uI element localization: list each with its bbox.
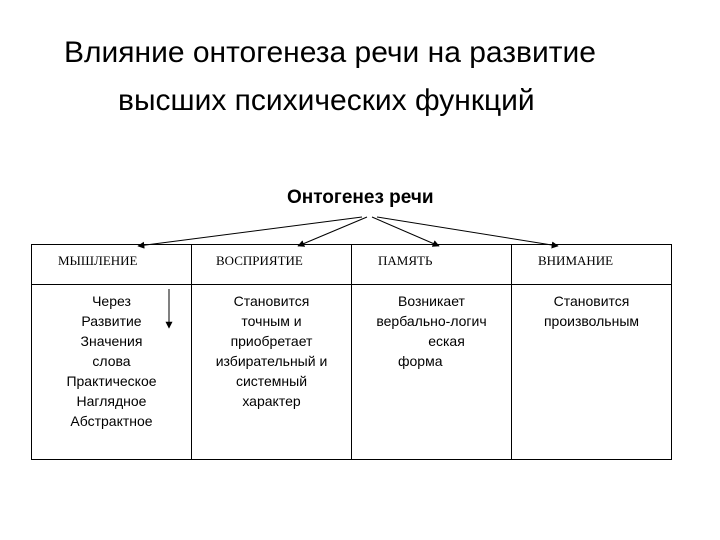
perception-line: избирательный и: [215, 353, 328, 369]
cell-memory: [352, 285, 512, 460]
perception-line: приобретает: [230, 333, 313, 349]
perception-line: точным и: [241, 313, 302, 329]
functions-table: [31, 244, 672, 460]
memory-line: Возникает: [398, 293, 465, 309]
attention-line: произвольным: [543, 313, 640, 329]
memory-line: форма: [398, 353, 443, 369]
cell-attention: [512, 285, 672, 460]
perception-line: системный: [235, 373, 308, 389]
thinking-line: Абстрактное: [70, 413, 153, 429]
thinking-line: Практическое: [66, 373, 157, 389]
memory-line: вербально-логич: [376, 313, 487, 329]
cell-perception: [192, 285, 352, 460]
arrow-to-attention: [377, 217, 558, 246]
memory-line: еская: [428, 333, 465, 349]
header-attention: ВНИМАНИЕ: [512, 245, 672, 285]
arrow-to-perception: [298, 217, 367, 246]
perception-line: характер: [242, 393, 301, 409]
table-header-row: [32, 245, 672, 285]
thinking-line: Развитие: [81, 313, 142, 329]
root-node-label: Онтогенез речи: [287, 187, 434, 208]
thinking-line: Значения: [80, 333, 143, 349]
header-perception: ВОСПРИЯТИЕ: [192, 245, 352, 285]
arrow-to-thinking: [138, 217, 362, 246]
thinking-line: Наглядное: [76, 393, 147, 409]
header-memory: ПАМЯТЬ: [352, 245, 512, 285]
thinking-line: слова: [92, 353, 131, 369]
attention-line: Становится: [553, 293, 630, 309]
title-line-1: Влияние онтогенеза речи на развитие: [64, 36, 596, 69]
cell-thinking: [32, 285, 192, 460]
title-line-2: высших психических функций: [118, 84, 535, 117]
header-thinking: МЫШЛЕНИЕ: [32, 245, 192, 285]
table-body-row: [32, 285, 672, 460]
perception-line: Становится: [233, 293, 310, 309]
thinking-line: Через: [92, 293, 131, 309]
